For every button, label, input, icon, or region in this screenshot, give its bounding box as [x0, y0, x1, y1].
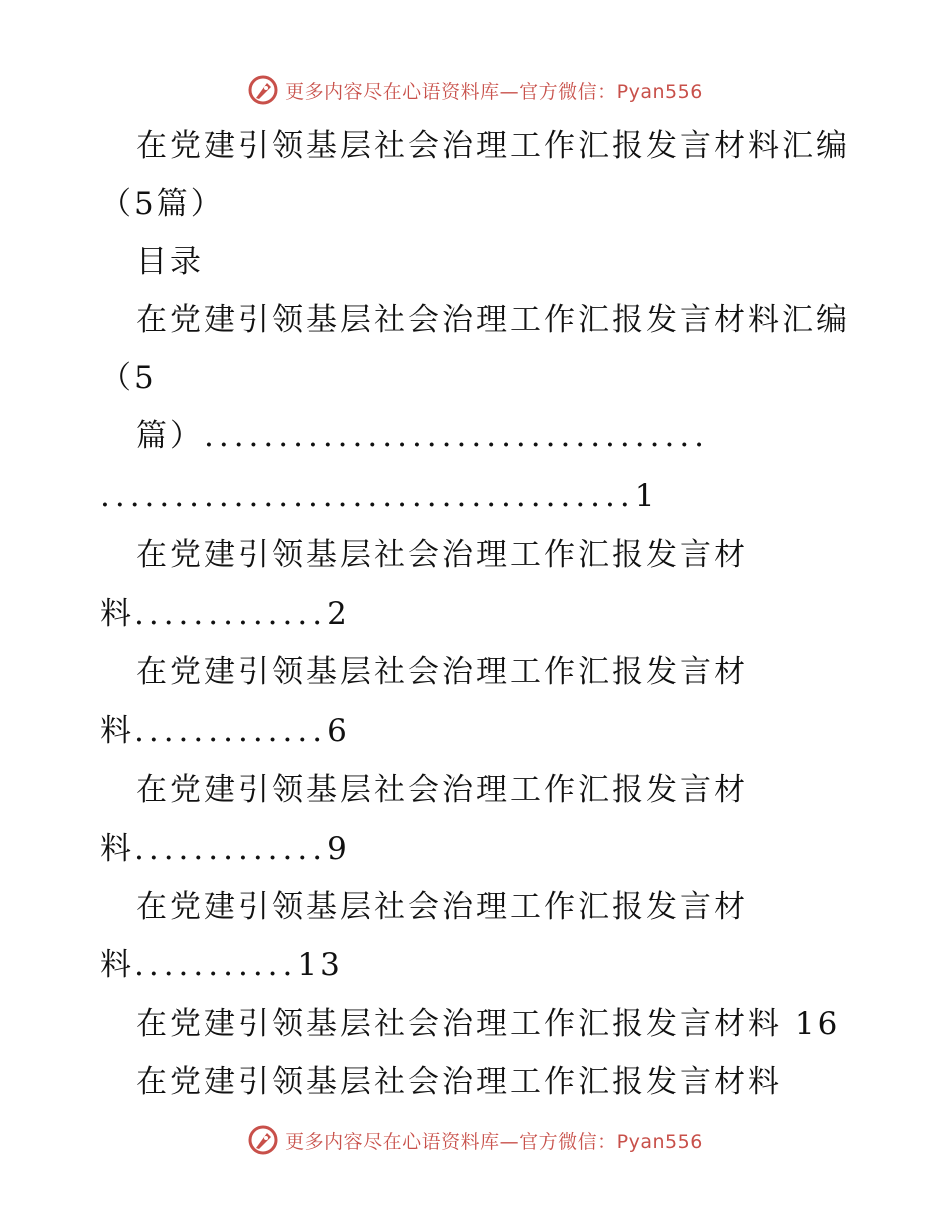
toc-page-number: 16: [794, 1006, 841, 1042]
toc-entry-3-line2: [100, 711, 350, 751]
toc-entry-1-line2: （5: [100, 360, 157, 396]
toc-leader-dots: ....................................: [100, 478, 635, 514]
footer-watermark: [0, 1120, 950, 1160]
toc-entry-5-text: 料: [100, 947, 134, 983]
toc-entry-5-line1: 在党建引领基层社会治理工作汇报发言材: [136, 889, 748, 925]
header-watermark: [0, 70, 950, 110]
toc-leader-dots: ...........: [134, 947, 298, 983]
toc-entry-4-line2: [100, 829, 350, 869]
toc-entry-1-line3: [136, 416, 709, 456]
toc-page-number: 6: [327, 713, 350, 749]
document-title-line2: （5篇）: [100, 186, 225, 222]
toc-entry-4-line1: 在党建引领基层社会治理工作汇报发言材: [136, 772, 748, 808]
toc-leader-dots: .............: [134, 713, 328, 749]
toc-entry-6: [136, 1004, 840, 1044]
toc-entry-6-text: 在党建引领基层社会治理工作汇报发言材料: [136, 1006, 782, 1042]
toc-entry-3-line1: 在党建引领基层社会治理工作汇报发言材: [136, 654, 748, 690]
watermark-text: 更多内容尽在心语资料库—官方微信：Pyan556: [285, 1130, 703, 1153]
toc-entry-2-line2: [100, 594, 350, 634]
toc-page-number: 9: [327, 831, 350, 867]
toc-leader-dots: ..................................: [204, 418, 710, 454]
toc-entry-2-text: 料: [100, 596, 134, 632]
document-title-line1: 在党建引领基层社会治理工作汇报发言材料汇编: [136, 128, 850, 164]
toc-entry-1-line1: 在党建引领基层社会治理工作汇报发言材料汇编: [136, 302, 850, 338]
toc-leader-dots: .............: [134, 596, 328, 632]
watermark-text: 更多内容尽在心语资料库—官方微信：Pyan556: [285, 80, 703, 103]
toc-heading: 目录: [136, 244, 204, 280]
body-paragraph-line: 在党建引领基层社会治理工作汇报发言材料: [136, 1064, 782, 1100]
pen-nib-circle-icon: [247, 74, 279, 106]
pen-nib-circle-icon: [247, 1124, 279, 1156]
toc-entry-1-line4: [100, 476, 657, 516]
toc-leader-dots: .............: [134, 831, 328, 867]
toc-entry-2-line1: 在党建引领基层社会治理工作汇报发言材: [136, 537, 748, 573]
toc-entry-3-text: 料: [100, 713, 134, 749]
toc-entry-4-text: 料: [100, 831, 134, 867]
toc-page-number: 1: [634, 478, 658, 514]
toc-entry-1-text: 篇）: [136, 418, 204, 454]
toc-page-number: 13: [297, 947, 343, 983]
toc-page-number: 2: [327, 596, 350, 632]
toc-entry-5-line2: [100, 945, 343, 985]
